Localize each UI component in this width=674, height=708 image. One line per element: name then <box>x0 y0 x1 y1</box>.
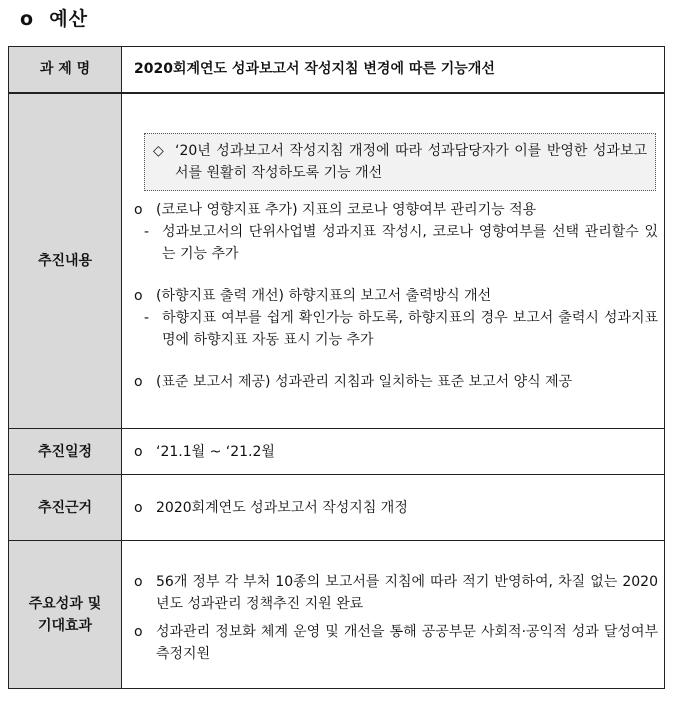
content-item-3 <box>134 371 658 393</box>
label-content: 추진내용 <box>9 93 122 429</box>
section-title <box>20 4 88 31</box>
basis-cell <box>122 475 665 541</box>
effect-item-text: 56개 정부 각 부처 10종의 보고서를 지침에 따라 적기 반영하여, 차질 없는 2020년도 성과관리 정책추진 지원 완료 <box>156 573 658 612</box>
content-subitem-text: 성과보고서의 단위사업별 성과지표 작성시, 코로나 영향여부를 선택 관리할수 있는 기능 추가 <box>162 223 658 262</box>
task-title-value: 2020회계연도 성과보고서 작성지침 변경에 따른 기능개선 <box>122 47 665 93</box>
content-item-text: (코로나 영향지표 추가) 지표의 코로나 영향여부 관리기능 적용 <box>156 201 537 218</box>
label-task-title: 과 제 명 <box>9 47 122 93</box>
content-subitem-text: 하향지표 여부를 쉽게 확인가능 하도록, 하향지표의 경우 보고서 출력시 성과지표명에 하향지표 자동 표시 기능 추가 <box>162 309 658 348</box>
label-effects <box>9 541 122 689</box>
bullet-icon: o <box>134 623 143 640</box>
effect-item-2 <box>134 621 658 665</box>
effect-item-text: 성과관리 정보화 체계 운영 및 개선을 통해 공공부문 사회적·공익적 성과 달성여부 측정지원 <box>156 623 658 662</box>
content-cell <box>122 93 665 429</box>
content-item-text: (하향지표 출력 개선) 하향지표의 보고서 출력방식 개선 <box>156 287 492 304</box>
row-effects <box>9 541 665 689</box>
content-subitem-2 <box>134 307 658 351</box>
row-basis <box>9 475 665 541</box>
basis-value: 2020회계연도 성과보고서 작성지침 개정 <box>156 499 408 516</box>
row-task-title <box>9 47 665 93</box>
budget-table <box>8 46 665 689</box>
dash-icon: - <box>144 223 150 240</box>
bullet-icon: o <box>134 373 143 390</box>
label-schedule: 추진일정 <box>9 429 122 475</box>
summary-text: ‘20년 성과보고서 작성지침 개정에 따라 성과담당자가 이를 반영한 성과보고서를 원활히 작성하도록 기능 개선 <box>175 142 647 181</box>
content-item-2 <box>134 285 658 307</box>
dash-icon: - <box>144 309 150 326</box>
label-effects-line2: 기대효과 <box>37 617 93 634</box>
label-effects-line1: 주요성과 및 <box>28 595 102 612</box>
bullet-icon: o <box>134 443 143 460</box>
section-title-text: 예산 <box>49 8 89 30</box>
content-item-1 <box>134 199 658 221</box>
effects-cell <box>122 541 665 689</box>
bullet-icon: o <box>134 201 143 218</box>
schedule-cell <box>122 429 665 475</box>
content-item-text: (표준 보고서 제공) 성과관리 지침과 일치하는 표준 보고서 양식 제공 <box>156 373 573 390</box>
bullet-icon: o <box>134 499 143 516</box>
summary-box <box>144 133 656 191</box>
content-subitem-1 <box>134 221 658 265</box>
label-basis: 추진근거 <box>9 475 122 541</box>
schedule-value: ‘21.1월 ~ ‘21.2월 <box>156 443 275 460</box>
row-schedule <box>9 429 665 475</box>
effect-item-1 <box>134 571 658 615</box>
bullet-icon: o <box>134 287 143 304</box>
diamond-icon: ◇ <box>153 142 164 159</box>
section-bullet: o <box>20 8 35 30</box>
bullet-icon: o <box>134 573 143 590</box>
row-content <box>9 93 665 429</box>
